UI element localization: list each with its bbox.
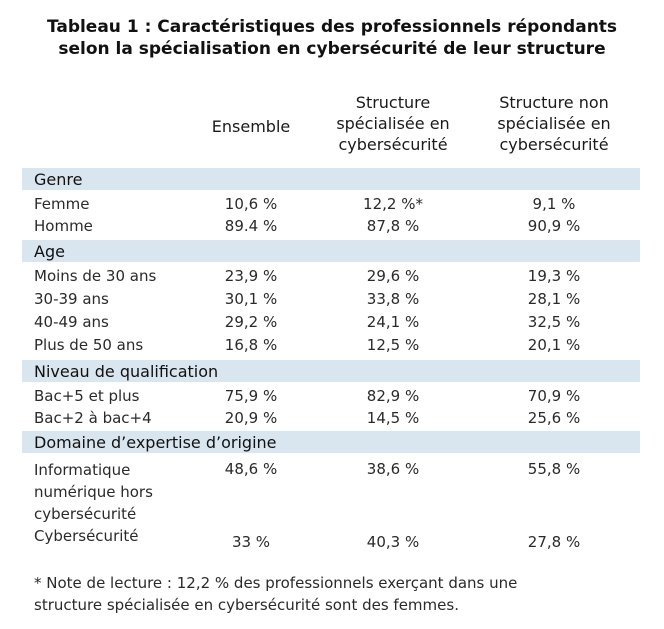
- cell-ensemble: 16,8 %: [224, 336, 278, 354]
- row-label: Plus de 50 ans: [34, 336, 144, 354]
- table-row: [0, 194, 664, 216]
- section-header-age: [22, 240, 640, 262]
- cell-non-specialisee: 20,1 %: [527, 336, 581, 354]
- table-row: [0, 459, 664, 527]
- cell-ensemble: 30,1 %: [224, 290, 278, 308]
- row-label: Moins de 30 ans: [34, 267, 157, 285]
- cell-non-specialisee: 9,1 %: [532, 195, 576, 213]
- cell-non-specialisee: 70,9 %: [527, 387, 581, 405]
- table-row: [0, 335, 664, 357]
- section-label: Genre: [34, 170, 83, 189]
- cell-non-specialisee: 32,5 %: [527, 313, 581, 331]
- reading-note: [34, 572, 634, 616]
- cell-ensemble: 89.4 %: [224, 217, 278, 235]
- row-label: Femme: [34, 195, 90, 213]
- row-label: Homme: [34, 217, 93, 235]
- cell-non-specialisee: 25,6 %: [527, 409, 581, 427]
- column-header-structure-non-specialisee: [474, 92, 634, 155]
- row-label-line: cybersécurité: [34, 505, 137, 523]
- table-row: [0, 216, 664, 238]
- row-label: 40-49 ans: [34, 313, 109, 331]
- column-header-structure-specialisee: [318, 92, 468, 155]
- column-header-ensemble: [196, 116, 306, 137]
- cell-ensemble: 75,9 %: [224, 387, 278, 405]
- cell-specialisee: 24,1 %: [366, 313, 420, 331]
- cell-specialisee: 12,5 %: [366, 336, 420, 354]
- cell-non-specialisee: 19,3 %: [527, 267, 581, 285]
- table-title-line-1: Tableau 1 : Caractéristiques des professionnels répondants: [46, 17, 618, 37]
- cell-specialisee: 38,6 %: [366, 460, 420, 478]
- reading-note-line-2: structure spécialisée en cybersécurité sont des femmes.: [34, 596, 459, 614]
- table-row: [0, 289, 664, 311]
- row-label: Cybersécurité: [34, 527, 139, 545]
- cell-non-specialisee: 55,8 %: [527, 460, 581, 478]
- column-header-line: spécialisée en: [336, 114, 450, 133]
- cell-non-specialisee: 28,1 %: [527, 290, 581, 308]
- cell-ensemble: 48,6 %: [224, 460, 278, 478]
- cell-ensemble: 29,2 %: [224, 313, 278, 331]
- column-header-line: cybersécurité: [499, 135, 609, 154]
- row-label: [34, 459, 153, 525]
- cell-non-specialisee: 90,9 %: [527, 217, 581, 235]
- cell-specialisee: 29,6 %: [366, 267, 420, 285]
- table-row: [0, 386, 664, 408]
- cell-ensemble: 20,9 %: [224, 409, 278, 427]
- section-header-genre: [22, 168, 640, 190]
- section-header-qualification: [22, 360, 640, 382]
- section-label: Domaine d’expertise d’origine: [34, 433, 277, 452]
- section-header-domaine: [22, 431, 640, 453]
- row-label-line: numérique hors: [34, 483, 153, 501]
- cell-specialisee: 14,5 %: [366, 409, 420, 427]
- table-row: [0, 408, 664, 430]
- table-row: [0, 526, 664, 551]
- section-label: Niveau de qualification: [34, 362, 219, 381]
- cell-specialisee: 33,8 %: [366, 290, 420, 308]
- column-header-line: Structure: [355, 93, 431, 112]
- row-label-line: Informatique: [34, 461, 131, 479]
- cell-specialisee: 12,2 %*: [363, 195, 423, 213]
- table-row: [0, 266, 664, 288]
- table-row: [0, 312, 664, 334]
- column-header-line: cybersécurité: [338, 135, 448, 154]
- table-title-line-2: selon la spécialisation en cybersécurité de leur structure: [58, 39, 606, 59]
- cell-specialisee: 40,3 %: [366, 533, 420, 551]
- reading-note-line-1: * Note de lecture : 12,2 % des professionnels exerçant dans une: [34, 574, 518, 592]
- column-header-ensemble-text: Ensemble: [211, 117, 291, 136]
- column-header-line: spécialisée en: [497, 114, 611, 133]
- cell-non-specialisee: 27,8 %: [527, 533, 581, 551]
- cell-specialisee: 82,9 %: [366, 387, 420, 405]
- cell-ensemble: 23,9 %: [224, 267, 278, 285]
- row-label: 30-39 ans: [34, 290, 109, 308]
- table-title: [0, 16, 664, 60]
- section-label: Age: [34, 242, 65, 261]
- cell-ensemble: 10,6 %: [224, 195, 278, 213]
- row-label: Bac+2 à bac+4: [34, 409, 152, 427]
- cell-ensemble: 33 %: [231, 533, 271, 551]
- row-label: Bac+5 et plus: [34, 387, 140, 405]
- column-header-line: Structure non: [499, 93, 609, 112]
- cell-specialisee: 87,8 %: [366, 217, 420, 235]
